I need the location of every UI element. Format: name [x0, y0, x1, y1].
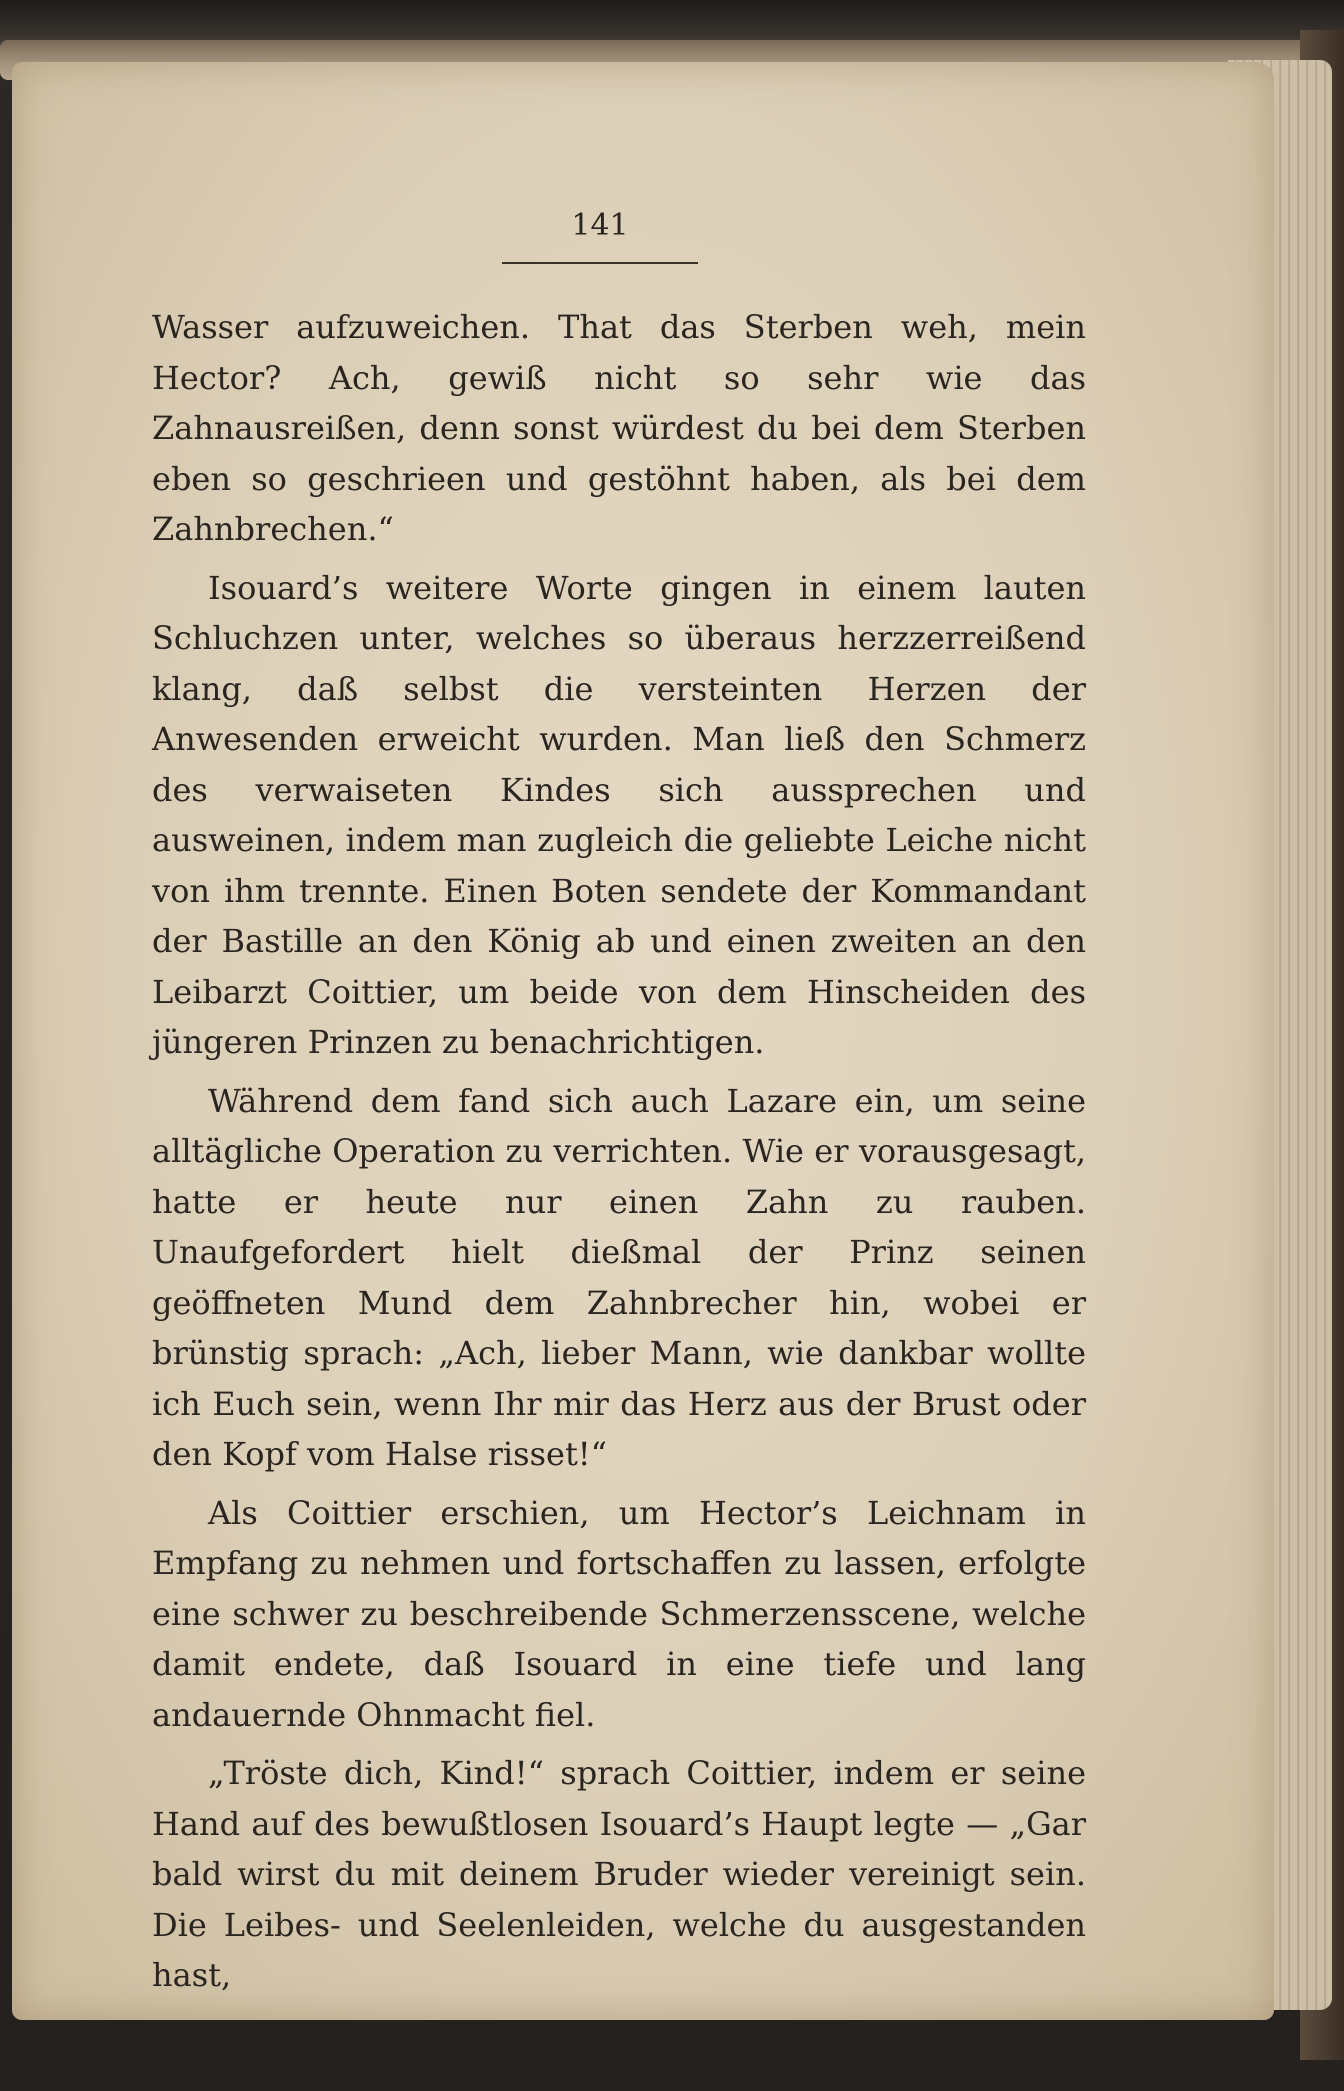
header-rule	[502, 262, 698, 264]
paragraph-4: Als Coittier erschien, um Hector’s Leichnam in Empfang zu nehmen und fortschaffen zu lassen, erfolgte eine schwer zu beschreibende Schmerzensscene, welche damit endete, daß Isouard in eine tiefe und lang andauernde Ohnmacht fiel.	[152, 1493, 1086, 1734]
paragraph-5: „Tröste dich, Kind!“ sprach Coittier, indem er seine Hand auf des bewußtlosen Isouard’s Haupt legte — „Gar bald wirst du mit deinem Bruder wieder vereinigt sein. Die Leibes- und Seelenleiden, welche du ausgestanden hast,	[152, 1754, 1086, 1994]
paragraph-2: Isouard’s weitere Worte gingen in einem lauten Schluchzen unter, welches so überaus herzzerreißend klang, daß selbst die versteinten Herzen der Anwesenden erweicht wurden. Man ließ den Schmerz des verwaiseten Kindes sich aussprechen und ausweinen, indem man zugleich die geliebte Leiche nicht von ihm trennte. Einen Boten sendete der Kommandant der Bastille an den König ab und einen zweiten an den Leibarzt Coittier, um beide von dem Hinscheiden des jüngeren Prinzen zu benachrichtigen.	[152, 568, 1086, 1061]
paragraph-1: Wasser aufzuweichen. That das Sterben weh, mein Hector? Ach, gewiß nicht so sehr wie das Zahnausreißen, denn sonst würdest du bei dem Sterben eben so geschrieen und gestöhnt haben, als bei dem Zahnbrechen.“	[152, 308, 1086, 548]
paragraph-3: Während dem fand sich auch Lazare ein, um seine alltägliche Operation zu verrichten. Wie er vorausgesagt, hatte er heute nur einen Zahn zu rauben. Unaufgefordert hielt dießmal der Prinz seinen geöffneten Mund dem Zahnbrecher hin, wobei er brünstig sprach: „Ach, lieber Mann, wie dankbar wollte ich Euch sein, wenn Ihr mir das Herz aus der Brust oder den Kopf vom Halse risset!“	[152, 1081, 1086, 1473]
page-number: 141	[571, 208, 629, 243]
body-text	[152, 302, 1086, 2001]
